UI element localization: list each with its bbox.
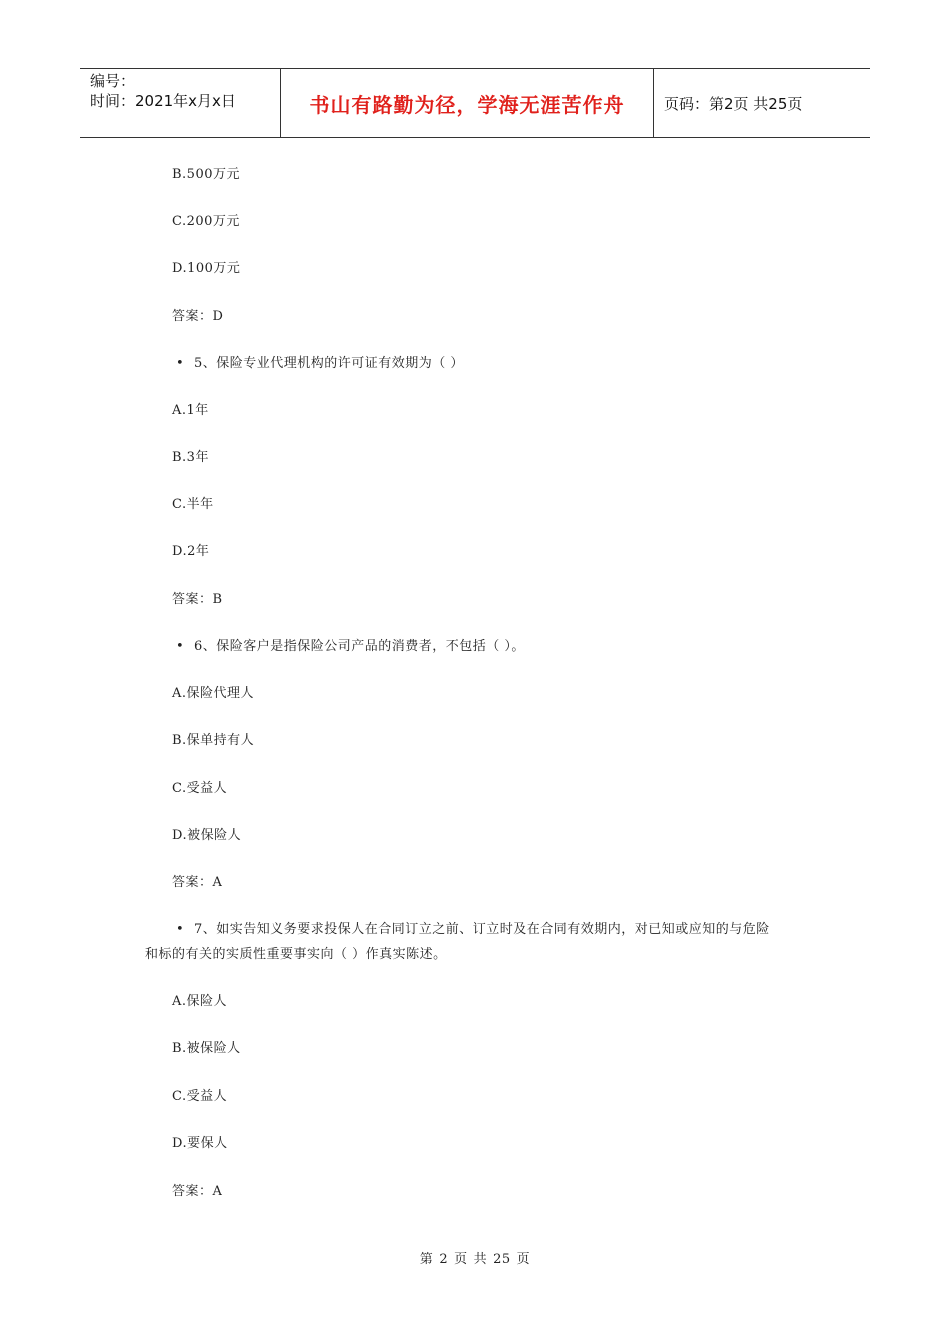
option-line: C.受益人	[172, 781, 228, 796]
document-number-label: 编号：	[90, 72, 136, 90]
question-text: 6、保险客户是指保险公司产品的消费者，不包括（ ）。	[194, 639, 525, 654]
option-line: D.被保险人	[172, 828, 242, 843]
page-header	[80, 68, 870, 138]
question-continuation: 和标的有关的实质性重要事实向（ ）作真实陈述。	[145, 947, 447, 962]
option-line: A.保险人	[172, 994, 228, 1009]
header-motto: 书山有路勤为径，学海无涯苦作舟	[309, 92, 625, 117]
question-line	[176, 918, 770, 937]
option-line: C.半年	[172, 497, 214, 512]
answer-line: 答案：A	[172, 1184, 223, 1199]
option-line: B.3年	[172, 450, 209, 465]
page-footer	[0, 1248, 950, 1267]
answer-line: 答案：A	[172, 875, 223, 890]
header-meta	[80, 69, 281, 137]
question-line	[176, 635, 525, 654]
header-page-info: 页码：第2页 共25页	[664, 94, 803, 113]
header-page-info-cell	[654, 69, 870, 137]
option-line: B.500万元	[172, 167, 240, 182]
bullet-icon: •	[176, 922, 185, 937]
option-line: C.200万元	[172, 214, 240, 229]
footer-prefix: 第	[419, 1252, 434, 1267]
question-line	[176, 352, 464, 371]
footer-total-prefix: 共	[473, 1252, 488, 1267]
footer-total-pages: 25	[493, 1252, 511, 1267]
header-motto-cell	[281, 69, 654, 137]
option-line: A.保险代理人	[172, 686, 255, 701]
option-line: D.100万元	[172, 261, 241, 276]
option-line: D.2年	[172, 544, 210, 559]
question-text: 7、如实告知义务要求投保人在合同订立之前、订立时及在合同有效期内，对已知或应知的与危险	[194, 922, 770, 937]
option-line: A.1年	[172, 403, 209, 418]
footer-page-number: 2	[439, 1252, 449, 1267]
document-time-label: 时间：2021年x月x日	[90, 92, 236, 110]
footer-total-unit: 页	[516, 1252, 531, 1267]
bullet-icon: •	[176, 356, 185, 371]
question-text: 5、保险专业代理机构的许可证有效期为（ ）	[194, 356, 464, 371]
option-line: D.要保人	[172, 1136, 228, 1151]
footer-page-unit: 页	[454, 1252, 468, 1267]
option-line: B.被保险人	[172, 1041, 241, 1056]
bullet-icon: •	[176, 639, 185, 654]
answer-line: 答案：D	[172, 309, 224, 324]
answer-line: 答案：B	[172, 592, 223, 607]
option-line: B.保单持有人	[172, 733, 255, 748]
option-line: C.受益人	[172, 1089, 228, 1104]
